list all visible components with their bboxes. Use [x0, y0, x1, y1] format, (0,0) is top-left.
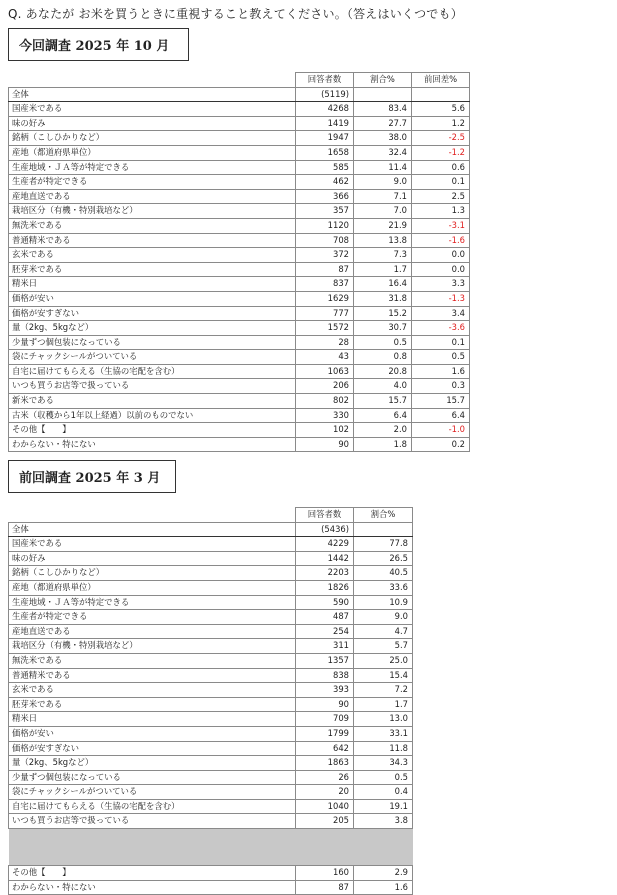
row-count: 837 — [296, 277, 354, 292]
row-percent: 13.8 — [354, 233, 412, 248]
row-label: 生産者が特定できる — [9, 175, 296, 190]
previous-survey-table — [8, 507, 413, 895]
row-percent: 19.1 — [354, 799, 413, 814]
row-diff: 0.0 — [412, 262, 470, 277]
total-row — [9, 87, 470, 102]
row-count: 87 — [296, 262, 354, 277]
row-label: 量（2kg、5kgなど） — [9, 321, 296, 336]
table-row — [9, 423, 470, 438]
table-row — [9, 364, 470, 379]
row-label: その他【 】 — [9, 423, 296, 438]
row-label: 無洗米である — [9, 653, 296, 668]
row-label: 生産者が特定できる — [9, 610, 296, 625]
row-percent: 27.7 — [354, 116, 412, 131]
row-diff: 1.6 — [412, 364, 470, 379]
row-label: 国産米である — [9, 102, 296, 117]
table-row — [9, 537, 413, 552]
row-label: 少量ずつ個包装になっている — [9, 335, 296, 350]
row-percent: 1.7 — [354, 697, 413, 712]
row-label: 価格が安すぎない — [9, 306, 296, 321]
row-count: 254 — [296, 624, 354, 639]
row-label: いつも買うお店等で扱っている — [9, 379, 296, 394]
row-percent: 5.7 — [354, 639, 413, 654]
row-percent: 6.4 — [354, 408, 412, 423]
row-count: 1063 — [296, 364, 354, 379]
row-percent: 7.3 — [354, 248, 412, 263]
table-header-row — [9, 73, 470, 88]
row-count: 330 — [296, 408, 354, 423]
table-row — [9, 610, 413, 625]
row-percent: 34.3 — [354, 756, 413, 771]
row-diff: -3.6 — [412, 321, 470, 336]
row-diff: -1.0 — [412, 423, 470, 438]
row-percent: 0.4 — [354, 785, 413, 800]
current-survey-title: 今回調査 2025 年 10 月 — [8, 28, 189, 61]
row-percent: 33.6 — [354, 580, 413, 595]
row-count: 708 — [296, 233, 354, 248]
row-label: 袋にチャックシールがついている — [9, 350, 296, 365]
table-row — [9, 799, 413, 814]
row-percent: 1.6 — [354, 880, 413, 895]
total-empty-pct — [354, 522, 413, 537]
table-row — [9, 697, 413, 712]
row-diff: 1.2 — [412, 116, 470, 131]
row-percent: 9.0 — [354, 175, 412, 190]
row-label: 量（2kg、5kgなど） — [9, 756, 296, 771]
row-count: 90 — [296, 697, 354, 712]
row-label: その他【 】 — [9, 866, 296, 881]
row-count: 642 — [296, 741, 354, 756]
row-diff: 6.4 — [412, 408, 470, 423]
row-count: 4229 — [296, 537, 354, 552]
row-percent: 4.0 — [354, 379, 412, 394]
row-count: 393 — [296, 683, 354, 698]
row-percent: 40.5 — [354, 566, 413, 581]
header-blank — [9, 508, 296, 523]
row-percent: 16.4 — [354, 277, 412, 292]
table-row — [9, 756, 413, 771]
row-percent: 13.0 — [354, 712, 413, 727]
row-label: 精米日 — [9, 277, 296, 292]
row-percent: 77.8 — [354, 537, 413, 552]
table-row — [9, 335, 470, 350]
row-label: いつも買うお店等で扱っている — [9, 814, 296, 829]
row-percent: 33.1 — [354, 726, 413, 741]
row-label: 味の好み — [9, 116, 296, 131]
gap-cell — [9, 829, 413, 866]
row-diff: -1.2 — [412, 145, 470, 160]
row-label: 玄米である — [9, 683, 296, 698]
row-label: 胚芽米である — [9, 262, 296, 277]
table-row — [9, 880, 413, 895]
row-percent: 15.4 — [354, 668, 413, 683]
table-row — [9, 102, 470, 117]
row-count: 160 — [296, 866, 354, 881]
table-row — [9, 160, 470, 175]
table-row — [9, 726, 413, 741]
row-diff: -1.6 — [412, 233, 470, 248]
row-count: 311 — [296, 639, 354, 654]
table-header-row — [9, 508, 413, 523]
row-diff: 0.3 — [412, 379, 470, 394]
row-diff: 0.1 — [412, 175, 470, 190]
row-label: 生産地域・ＪＡ等が特定できる — [9, 595, 296, 610]
table-row — [9, 306, 470, 321]
row-percent: 1.8 — [354, 437, 412, 452]
header-percent: 割合% — [354, 73, 412, 88]
row-count: 87 — [296, 880, 354, 895]
header-count: 回答者数 — [296, 73, 354, 88]
row-count: 372 — [296, 248, 354, 263]
table-row — [9, 291, 470, 306]
row-label: 産地直送である — [9, 189, 296, 204]
row-count: 1040 — [296, 799, 354, 814]
row-percent: 31.8 — [354, 291, 412, 306]
row-count: 1442 — [296, 551, 354, 566]
table-row — [9, 131, 470, 146]
row-percent: 0.5 — [354, 770, 413, 785]
row-diff: 5.6 — [412, 102, 470, 117]
row-label: 古米（収穫から1年以上経過）以前のものでない — [9, 408, 296, 423]
row-label: 胚芽米である — [9, 697, 296, 712]
row-percent: 7.2 — [354, 683, 413, 698]
row-count: 590 — [296, 595, 354, 610]
row-count: 1629 — [296, 291, 354, 306]
row-label: 袋にチャックシールがついている — [9, 785, 296, 800]
row-diff: 15.7 — [412, 394, 470, 409]
row-label: 産地（都道府県単位） — [9, 145, 296, 160]
row-percent: 1.7 — [354, 262, 412, 277]
table-row — [9, 639, 413, 654]
row-percent: 3.8 — [354, 814, 413, 829]
row-diff: 0.6 — [412, 160, 470, 175]
row-percent: 0.8 — [354, 350, 412, 365]
table-row — [9, 145, 470, 160]
row-percent: 7.0 — [354, 204, 412, 219]
total-value: (5119) — [296, 87, 354, 102]
row-count: 1419 — [296, 116, 354, 131]
row-label: 味の好み — [9, 551, 296, 566]
table-row — [9, 233, 470, 248]
row-count: 43 — [296, 350, 354, 365]
row-percent: 21.9 — [354, 218, 412, 233]
row-count: 462 — [296, 175, 354, 190]
row-diff: -1.3 — [412, 291, 470, 306]
row-diff: 0.0 — [412, 248, 470, 263]
row-count: 2203 — [296, 566, 354, 581]
row-label: 国産米である — [9, 537, 296, 552]
header-percent: 割合% — [354, 508, 413, 523]
row-percent: 38.0 — [354, 131, 412, 146]
table-row — [9, 741, 413, 756]
row-diff: 2.5 — [412, 189, 470, 204]
row-diff: 0.2 — [412, 437, 470, 452]
table-row — [9, 262, 470, 277]
row-count: 206 — [296, 379, 354, 394]
row-percent: 2.0 — [354, 423, 412, 438]
row-label: 銘柄（こしひかりなど） — [9, 566, 296, 581]
row-percent: 83.4 — [354, 102, 412, 117]
row-count: 1799 — [296, 726, 354, 741]
table-row — [9, 248, 470, 263]
row-diff: -2.5 — [412, 131, 470, 146]
row-percent: 7.1 — [354, 189, 412, 204]
total-label: 全体 — [9, 87, 296, 102]
row-percent: 0.5 — [354, 335, 412, 350]
header-count: 回答者数 — [296, 508, 354, 523]
row-label: 少量ずつ個包装になっている — [9, 770, 296, 785]
row-count: 26 — [296, 770, 354, 785]
row-diff: 3.4 — [412, 306, 470, 321]
row-label: 新米である — [9, 394, 296, 409]
row-label: わからない・特にない — [9, 437, 296, 452]
row-label: 産地直送である — [9, 624, 296, 639]
row-count: 1658 — [296, 145, 354, 160]
table-row — [9, 350, 470, 365]
row-percent: 11.4 — [354, 160, 412, 175]
row-label: 普通精米である — [9, 233, 296, 248]
total-row — [9, 522, 413, 537]
table-row — [9, 683, 413, 698]
row-label: 産地（都道府県単位） — [9, 580, 296, 595]
previous-survey-title: 前回調査 2025 年 3 月 — [8, 460, 176, 493]
row-count: 487 — [296, 610, 354, 625]
gap-row — [9, 829, 413, 866]
row-count: 585 — [296, 160, 354, 175]
row-percent: 9.0 — [354, 610, 413, 625]
table-row — [9, 653, 413, 668]
row-count: 1947 — [296, 131, 354, 146]
table-row — [9, 321, 470, 336]
row-label: 栽培区分（有機・特別栽培など） — [9, 204, 296, 219]
row-count: 366 — [296, 189, 354, 204]
table-row — [9, 379, 470, 394]
table-row — [9, 580, 413, 595]
table-row — [9, 437, 470, 452]
table-row — [9, 668, 413, 683]
table-row — [9, 866, 413, 881]
row-count: 4268 — [296, 102, 354, 117]
total-empty-diff — [412, 87, 470, 102]
row-percent: 11.8 — [354, 741, 413, 756]
table-row — [9, 204, 470, 219]
table-row — [9, 175, 470, 190]
total-value: (5436) — [296, 522, 354, 537]
row-diff: 3.3 — [412, 277, 470, 292]
row-percent: 15.2 — [354, 306, 412, 321]
row-percent: 32.4 — [354, 145, 412, 160]
row-count: 357 — [296, 204, 354, 219]
table-row — [9, 785, 413, 800]
row-percent: 2.9 — [354, 866, 413, 881]
row-label: 自宅に届けてもらえる（生協の宅配を含む） — [9, 364, 296, 379]
row-percent: 20.8 — [354, 364, 412, 379]
row-percent: 26.5 — [354, 551, 413, 566]
table-row — [9, 624, 413, 639]
total-empty-pct — [354, 87, 412, 102]
row-percent: 10.9 — [354, 595, 413, 610]
table-row — [9, 277, 470, 292]
row-count: 1357 — [296, 653, 354, 668]
row-count: 20 — [296, 785, 354, 800]
row-diff: 1.3 — [412, 204, 470, 219]
row-count: 777 — [296, 306, 354, 321]
row-diff: 0.1 — [412, 335, 470, 350]
current-survey-table — [8, 72, 470, 452]
row-count: 1120 — [296, 218, 354, 233]
row-percent: 30.7 — [354, 321, 412, 336]
row-label: 精米日 — [9, 712, 296, 727]
row-percent: 4.7 — [354, 624, 413, 639]
table-row — [9, 218, 470, 233]
row-count: 28 — [296, 335, 354, 350]
header-diff: 前回差% — [412, 73, 470, 88]
row-label: わからない・特にない — [9, 880, 296, 895]
row-count: 1863 — [296, 756, 354, 771]
row-label: 普通精米である — [9, 668, 296, 683]
table-row — [9, 595, 413, 610]
table-row — [9, 189, 470, 204]
row-label: 価格が安い — [9, 291, 296, 306]
header-blank — [9, 73, 296, 88]
survey-question: Q. あなたが お米を買うときに重視すること教えてください。（答えはいくつでも） — [8, 7, 463, 21]
row-count: 838 — [296, 668, 354, 683]
row-count: 90 — [296, 437, 354, 452]
row-label: 生産地域・ＪＡ等が特定できる — [9, 160, 296, 175]
row-label: 銘柄（こしひかりなど） — [9, 131, 296, 146]
row-label: 価格が安すぎない — [9, 741, 296, 756]
row-count: 1572 — [296, 321, 354, 336]
table-row — [9, 814, 413, 829]
row-label: 栽培区分（有機・特別栽培など） — [9, 639, 296, 654]
row-label: 玄米である — [9, 248, 296, 263]
row-count: 1826 — [296, 580, 354, 595]
row-diff: 0.5 — [412, 350, 470, 365]
row-label: 無洗米である — [9, 218, 296, 233]
row-percent: 25.0 — [354, 653, 413, 668]
table-row — [9, 551, 413, 566]
table-row — [9, 394, 470, 409]
table-row — [9, 116, 470, 131]
row-percent: 15.7 — [354, 394, 412, 409]
row-label: 自宅に届けてもらえる（生協の宅配を含む） — [9, 799, 296, 814]
table-row — [9, 712, 413, 727]
total-label: 全体 — [9, 522, 296, 537]
table-row — [9, 566, 413, 581]
table-row — [9, 770, 413, 785]
row-diff: -3.1 — [412, 218, 470, 233]
table-row — [9, 408, 470, 423]
row-count: 102 — [296, 423, 354, 438]
row-count: 802 — [296, 394, 354, 409]
row-label: 価格が安い — [9, 726, 296, 741]
row-count: 709 — [296, 712, 354, 727]
row-count: 205 — [296, 814, 354, 829]
